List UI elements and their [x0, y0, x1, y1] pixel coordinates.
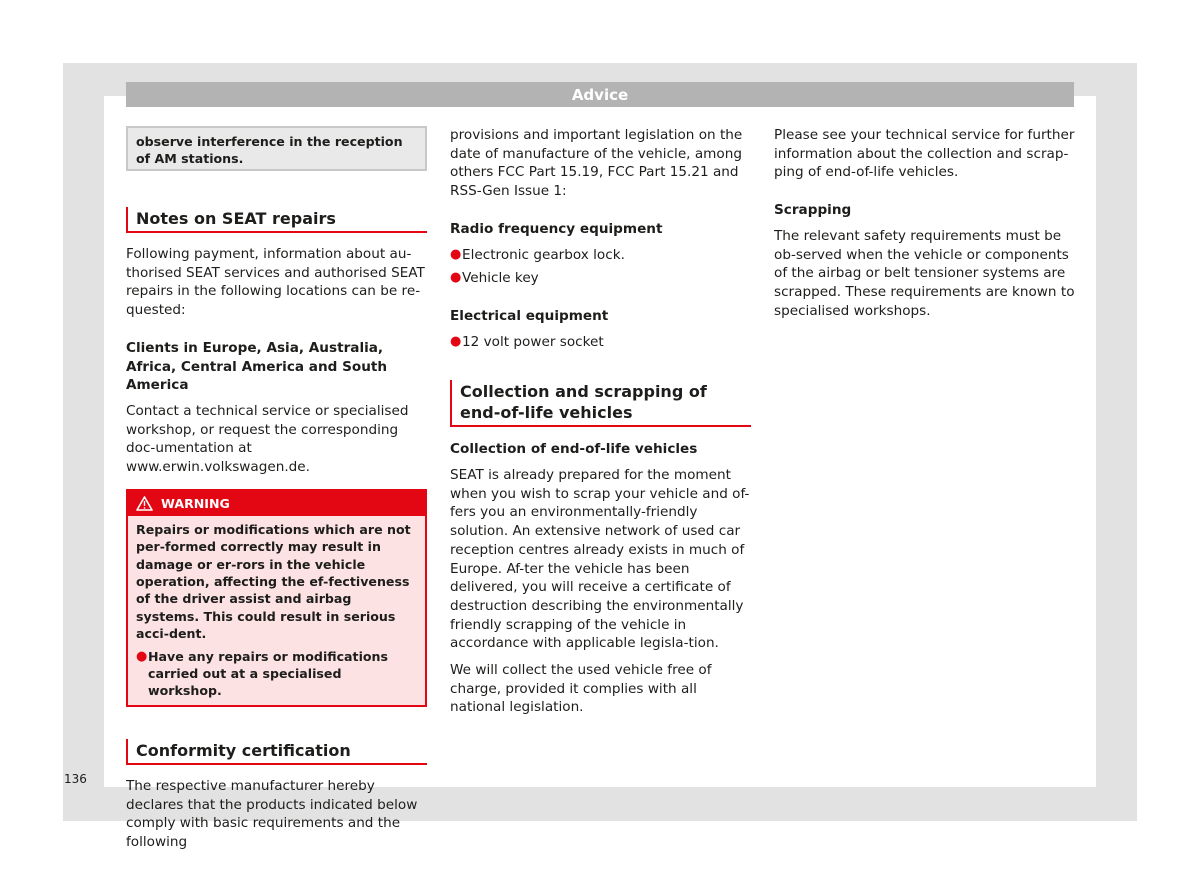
paragraph-scrapping: The relevant safety requirements must be ob-served when the vehicle or components of the airbag or belt tensioner systems are scrapped. These requirements are known to specialised workshops. [774, 227, 1075, 319]
heading-seat-repairs: Notes on SEAT repairs [126, 207, 427, 233]
page-number: 136 [64, 772, 87, 786]
subheading-electrical-equipment: Electrical equipment [450, 307, 609, 324]
paragraph-technical-service: Please see your technical service for further information about the collection and scrap-ping of end-of-life vehicles. [774, 127, 1075, 181]
subheading-radio-equipment: Radio frequency equipment [450, 220, 663, 237]
warning-bullet-text: Have any repairs or modifications carried out at a specialised workshop. [148, 648, 389, 699]
subheading-scrapping: Scrapping [774, 202, 852, 219]
paragraph-provisions: provisions and important legislation on the date of manufacture of the vehicle, among others FCC Part 15.19, FCC Part 15.21 and RSS-Gen Issue 1: [450, 127, 743, 200]
paragraph-conformity: The respective manufacturer hereby declares that the products indicated below comply with basic requirements and the following [126, 777, 418, 850]
warning-body [128, 516, 425, 705]
warning-triangle-icon [136, 496, 153, 511]
list-item-text: Electronic gearbox lock. [462, 246, 625, 263]
column-right [774, 126, 1075, 320]
list-item-text: Vehicle key [462, 270, 539, 287]
warning-bullet [136, 648, 417, 700]
column-middle [450, 126, 751, 717]
subheading-clients: Clients in Europe, Asia, Australia, Africa, Central America and South America [126, 339, 388, 394]
bullet-icon: ● [450, 270, 462, 286]
heading-conformity: Conformity certification [126, 739, 427, 765]
continuation-box: observe interference in the reception of AM stations. [126, 126, 427, 171]
warning-box [126, 489, 427, 707]
warning-text: Repairs or modifications which are not per-formed correctly may result in damage or er-rors in the vehicle operation, affecting the ef-fectiveness of the driver assist and airbag systems. This could result in serious acci-dent. [136, 521, 411, 642]
warning-header [128, 491, 425, 516]
list-item [450, 269, 751, 288]
paragraph-free-collection: We will collect the used vehicle free of charge, provided it complies with all national legislation. [450, 662, 712, 716]
bullet-icon: ● [450, 333, 462, 349]
subheading-collection: Collection of end-of-life vehicles [450, 441, 698, 458]
bullet-icon: ● [136, 648, 148, 664]
column-left [126, 126, 427, 852]
warning-label: WARNING [161, 495, 230, 511]
list-item [450, 333, 751, 352]
list-item [450, 246, 751, 265]
paragraph-collection: SEAT is already prepared for the moment when you wish to scrap your vehicle and of-fers you an environmentally-friendly solution. An extensive network of used car reception centres already exists in much of Europe. Af-ter the vehicle has been delivered, you will receive a certificate of destruction describing the environmentally friendly scrapping of the vehicle in accordance with applicable legisla-tion. [450, 467, 750, 652]
section-header: Advice [126, 82, 1074, 107]
paragraph-contact: Contact a technical service or specialised workshop, or request the corresponding doc-umentation at www.erwin.volkswagen.de. [126, 402, 409, 476]
paragraph-repairs-info: Following payment, information about au-thorised SEAT services and authorised SEAT repairs in the following locations can be re-quested: [126, 246, 425, 319]
list-item-text: 12 volt power socket [462, 333, 604, 350]
bullet-icon: ● [450, 246, 462, 262]
heading-end-of-life: Collection and scrapping of end-of-life vehicles [450, 380, 751, 427]
